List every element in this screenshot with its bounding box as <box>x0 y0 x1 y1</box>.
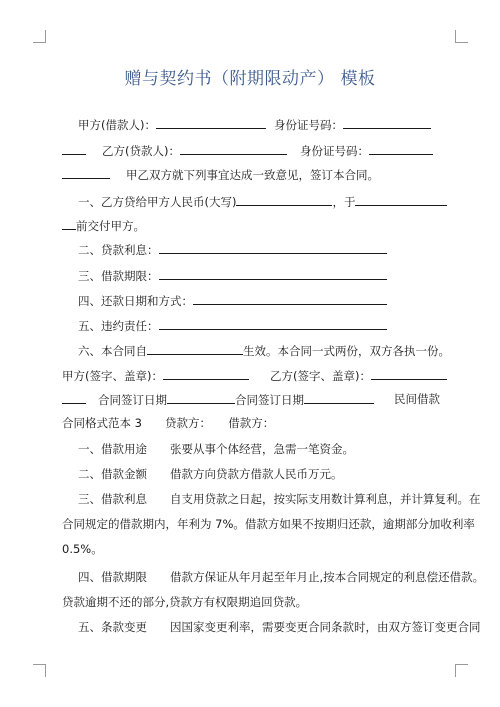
party-a-id-line <box>274 117 431 131</box>
sign-date-line <box>62 392 374 406</box>
section-heading-a: 民间借款 <box>394 392 440 406</box>
party-b-blank[interactable] <box>180 143 287 155</box>
clause-4-line <box>78 293 387 307</box>
clause-2-line <box>78 242 387 256</box>
party-a-label: 甲方(借款人)： <box>78 118 156 132</box>
loan-term-cont-line: 贷款逾期不还的部分,贷款方有权限期追回贷款。 <box>62 595 308 609</box>
clause-4-label: 四、还款日期和方式： <box>78 294 193 308</box>
sign-date-b-blank[interactable] <box>304 392 374 404</box>
amount-blank[interactable] <box>236 194 332 206</box>
party-b-id-blank[interactable] <box>369 143 433 155</box>
clause-2-label: 二、贷款利息： <box>78 243 159 257</box>
clause-1-line <box>78 194 447 208</box>
party-b-id-label: 身份证号码： <box>300 144 369 158</box>
party-b-lead-blank[interactable] <box>62 143 86 155</box>
loan-interest-line: 三、借款利息 自支用贷款之日起，按实际支用数计算利息，并计算复利。在 <box>78 492 481 506</box>
template-heading-line: 合同格式范本 3 贷款方： 借款方： <box>62 416 275 430</box>
clause-5-line <box>78 318 387 332</box>
party-b-sign-blank[interactable] <box>371 368 447 380</box>
party-a-sign-blank[interactable] <box>163 368 249 380</box>
clause-3-line <box>78 268 387 282</box>
crop-mark-bottom-right <box>455 664 468 677</box>
loan-purpose-line: 一、借款用途 张要从事个体经营，急需一笔资金。 <box>78 442 354 456</box>
signature-line <box>62 368 249 382</box>
sign-date-label-a: 合同签订日期 <box>98 393 167 407</box>
crop-mark-top-right <box>455 30 468 43</box>
loan-term-line: 四、借款期限 借款方保证从年月起至年月止,按本合同规定的利息偿还借款。 <box>78 570 485 584</box>
clause-5-label: 五、违约责任： <box>78 319 159 333</box>
clause-1-text-b: ，于 <box>332 195 356 209</box>
party-a-id-label: 身份证号码： <box>274 118 343 132</box>
clause-1-cont-line <box>62 218 145 232</box>
agreement-intro-line <box>62 167 379 181</box>
party-b-label: 乙方(贷款人)： <box>102 144 180 158</box>
party-a-line <box>78 117 266 131</box>
crop-mark-bottom-left <box>33 664 46 677</box>
party-b-line <box>62 143 287 157</box>
interest-blank[interactable] <box>159 242 387 254</box>
party-a-sign-label: 甲方(签字、盖章)： <box>62 369 163 383</box>
clause-6-text: 六、本合同自 <box>78 344 147 358</box>
clause-6-line <box>78 343 450 357</box>
repayment-blank[interactable] <box>193 293 387 305</box>
loan-interest-rate-line: 0.5%。 <box>62 542 103 556</box>
term-blank[interactable] <box>159 268 387 280</box>
clause-3-label: 三、借款期限： <box>78 269 159 283</box>
agreement-intro: 甲乙双方就下列事宜达成一致意见，签订本合同。 <box>126 168 379 182</box>
clause-change-line: 五、条款变更 因国家变更利率，需要变更合同条款时，由双方签订变更合同 <box>78 620 481 634</box>
party-b-sign-label: 乙方(签字、盖章)： <box>270 369 371 383</box>
clause-1-cont: 前交付甲方。 <box>76 219 145 233</box>
document-title: 赠与契约书（附期限动产） 模板 <box>124 69 376 89</box>
clause-1-text: 一、乙方贷给甲方人民币(大写) <box>78 195 237 209</box>
liability-blank[interactable] <box>159 318 387 330</box>
party-b-sign-line <box>270 368 447 382</box>
delivery-date-blank[interactable] <box>355 194 447 206</box>
delivery-date-blank-cont[interactable] <box>62 218 76 230</box>
loan-interest-cont-line: 合同规定的借款期内，年利为 7%。借款方如果不按期归还款，逾期部分加收利率 <box>62 517 475 531</box>
sign-date-lead-blank[interactable] <box>62 392 86 404</box>
sign-date-label-b: 合同签订日期 <box>235 393 304 407</box>
party-a-blank[interactable] <box>156 117 266 129</box>
clause-6-text-b: 生效。本合同一式两份，双方各执一份。 <box>243 344 450 358</box>
party-a-id-blank[interactable] <box>343 117 431 129</box>
loan-amount-line: 二、借款金额 借款方向贷款方借款人民币万元。 <box>78 467 343 481</box>
effective-date-blank[interactable] <box>147 343 243 355</box>
crop-mark-top-left <box>33 30 46 43</box>
party-b-id-line <box>300 143 433 157</box>
intro-lead-blank[interactable] <box>62 167 110 179</box>
sign-date-a-blank[interactable] <box>167 392 235 404</box>
